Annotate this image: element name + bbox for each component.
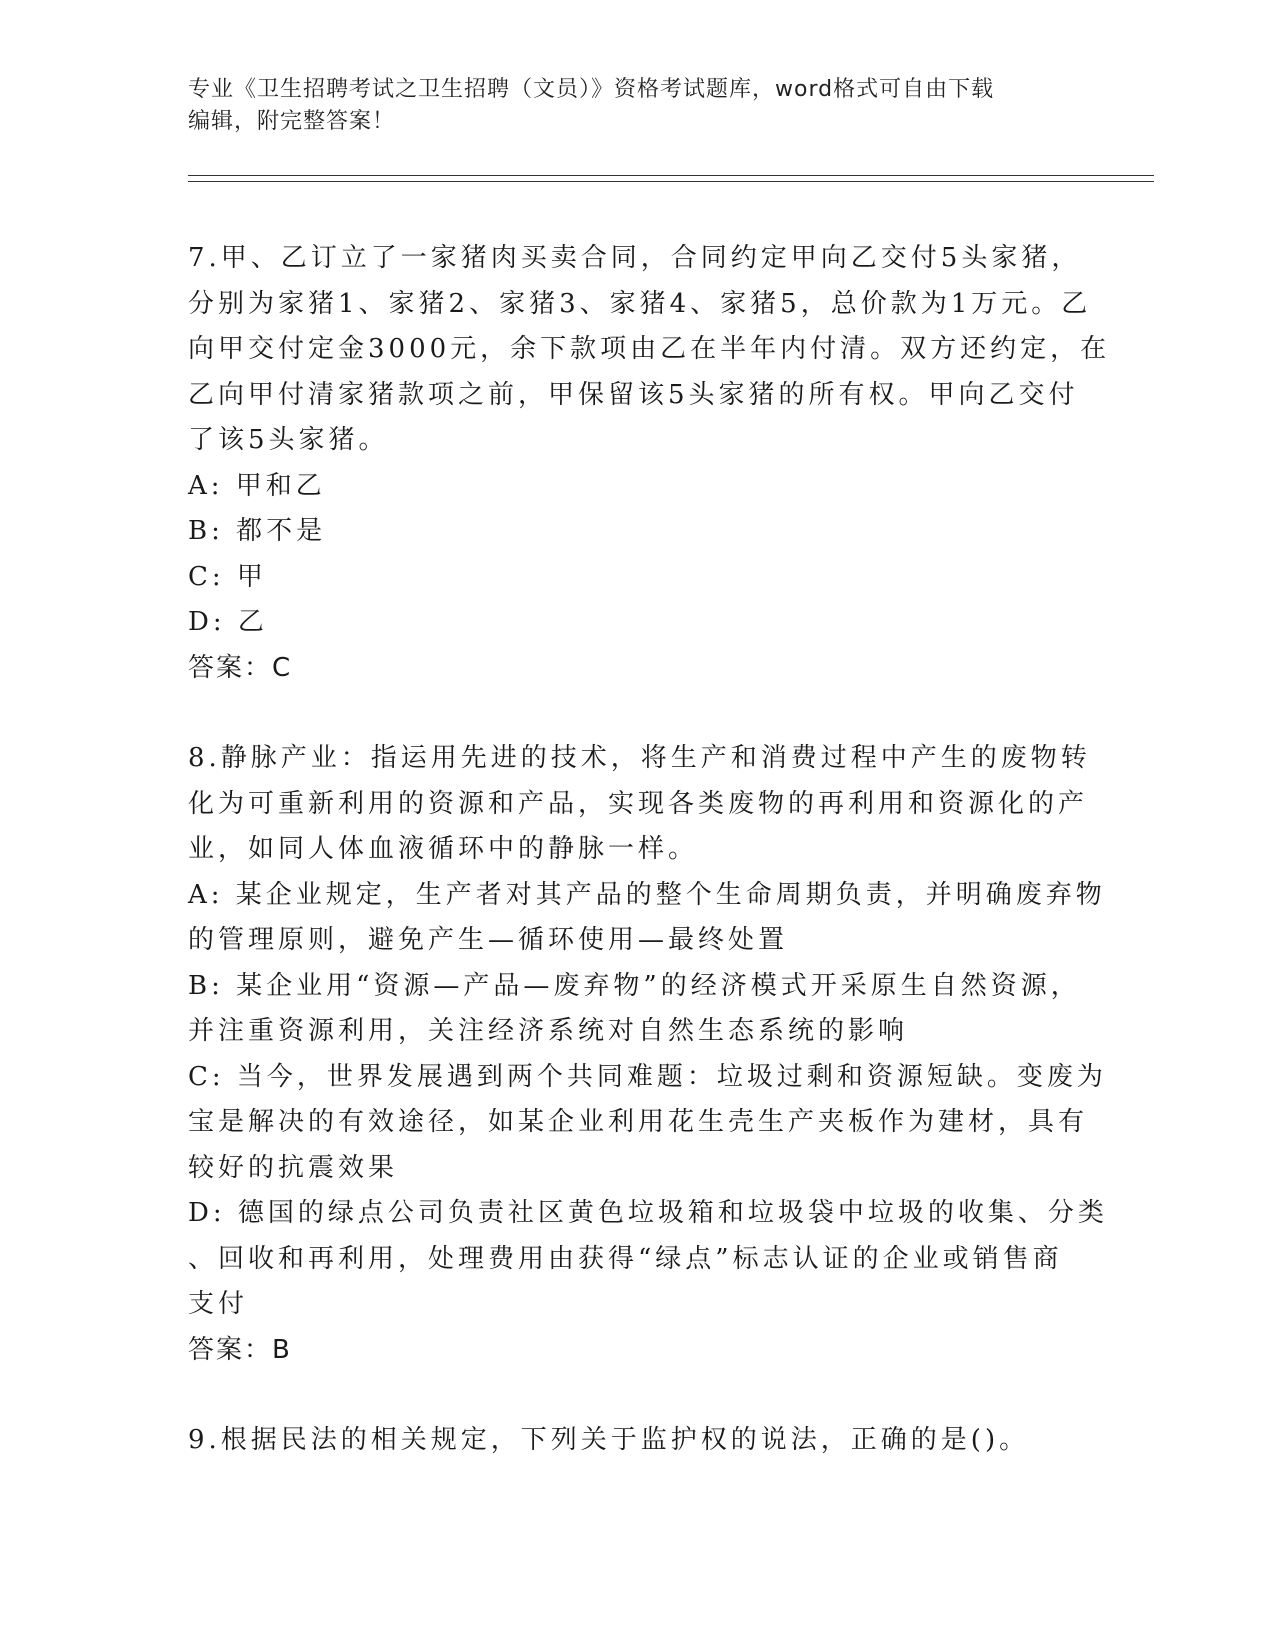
answer-key: 答案：C (188, 652, 293, 683)
header-divider-top (188, 175, 1154, 176)
question-block (188, 1418, 1088, 1464)
document-header (188, 74, 1088, 138)
answer-option (188, 464, 1088, 510)
question-block (188, 236, 1111, 691)
answer-option (188, 1191, 1108, 1328)
answer-option-line: 并注重资源利用，关注经济系统对自然生态系统的影响 (188, 1016, 909, 1046)
answer-option-line: 较好的抗震效果 (188, 1152, 399, 1183)
answer-option-line: C: 甲 (188, 561, 267, 592)
question-block (188, 736, 1108, 1373)
answer-option (188, 600, 1088, 646)
answer-option (188, 873, 1106, 964)
question-stem-line: 分别为家猪1、家猪2、家猪3、家猪4、家猪5，总价款为1万元。乙 (188, 288, 1092, 319)
answer-option-line: 的管理原则，避免产生—循环使用—最终处置 (188, 925, 789, 955)
answer-key: 答案：B (188, 1334, 292, 1365)
answer-option (188, 509, 1088, 555)
answer-option-line: 宝是解决的有效途径，如某企业利用花生壳生产夹板作为建材，具有 (188, 1107, 1089, 1137)
answer-option-line: B: 某企业用“资源—产品—废弃物”的经济模式开采原生自然资源， (188, 970, 1081, 1001)
answer-option-line: A: 甲和乙 (188, 470, 326, 501)
question-stem-line: 向甲交付定金3000元，余下款项由乙在半年内付清。双方还约定，在 (188, 334, 1111, 364)
header-line-2: 编辑，附完整答案！ (188, 109, 396, 134)
answer-option-line: D: 乙 (188, 607, 268, 637)
answer-option-line: D: 德国的绿点公司负责社区黄色垃圾箱和垃圾袋中垃圾的收集、分类 (188, 1198, 1108, 1228)
answer-option-line: 、回收和再利用，处理费用由获得“绿点”标志认证的企业或销售商 (188, 1243, 1063, 1274)
question-stem-line: 业，如同人体血液循环中的静脉一样。 (188, 834, 699, 864)
question-list (188, 236, 1111, 1509)
question-stem-line: 了该5头家猪。 (188, 425, 389, 455)
question-stem-line: 化为可重新利用的资源和产品，实现各类废物的再利用和资源化的产 (188, 788, 1089, 819)
header-line-1: 专业《卫生招聘考试之卫生招聘（文员）》资格考试题库，word格式可自由下载 (188, 77, 995, 102)
answer-option (188, 964, 1088, 1055)
question-stem-line: 乙向甲付清家猪款项之前，甲保留该5头家猪的所有权。甲向乙交付 (188, 379, 1079, 410)
question-stem-line: 7.甲、乙订立了一家猪肉买卖合同，合同约定甲向乙交付5头家猪， (188, 243, 1082, 273)
answer-option-line: A: 某企业规定，生产者对其产品的整个生命周期负责，并明确废弃物 (188, 879, 1106, 910)
answer-option (188, 555, 1088, 601)
question-stem-line: 8.静脉产业：指运用先进的技术，将生产和消费过程中产生的废物转 (188, 743, 1091, 773)
header-divider-bottom (188, 181, 1154, 182)
answer-option-line: B: 都不是 (188, 516, 327, 546)
answer-option-line: 支付 (188, 1289, 249, 1319)
answer-option-line: C: 当今，世界发展遇到两个共同难题：垃圾过剩和资源短缺。变废为 (188, 1061, 1107, 1092)
answer-option (188, 1055, 1107, 1192)
question-stem-line: 9.根据民法的相关规定，下列关于监护权的说法，正确的是()。 (188, 1425, 1030, 1455)
